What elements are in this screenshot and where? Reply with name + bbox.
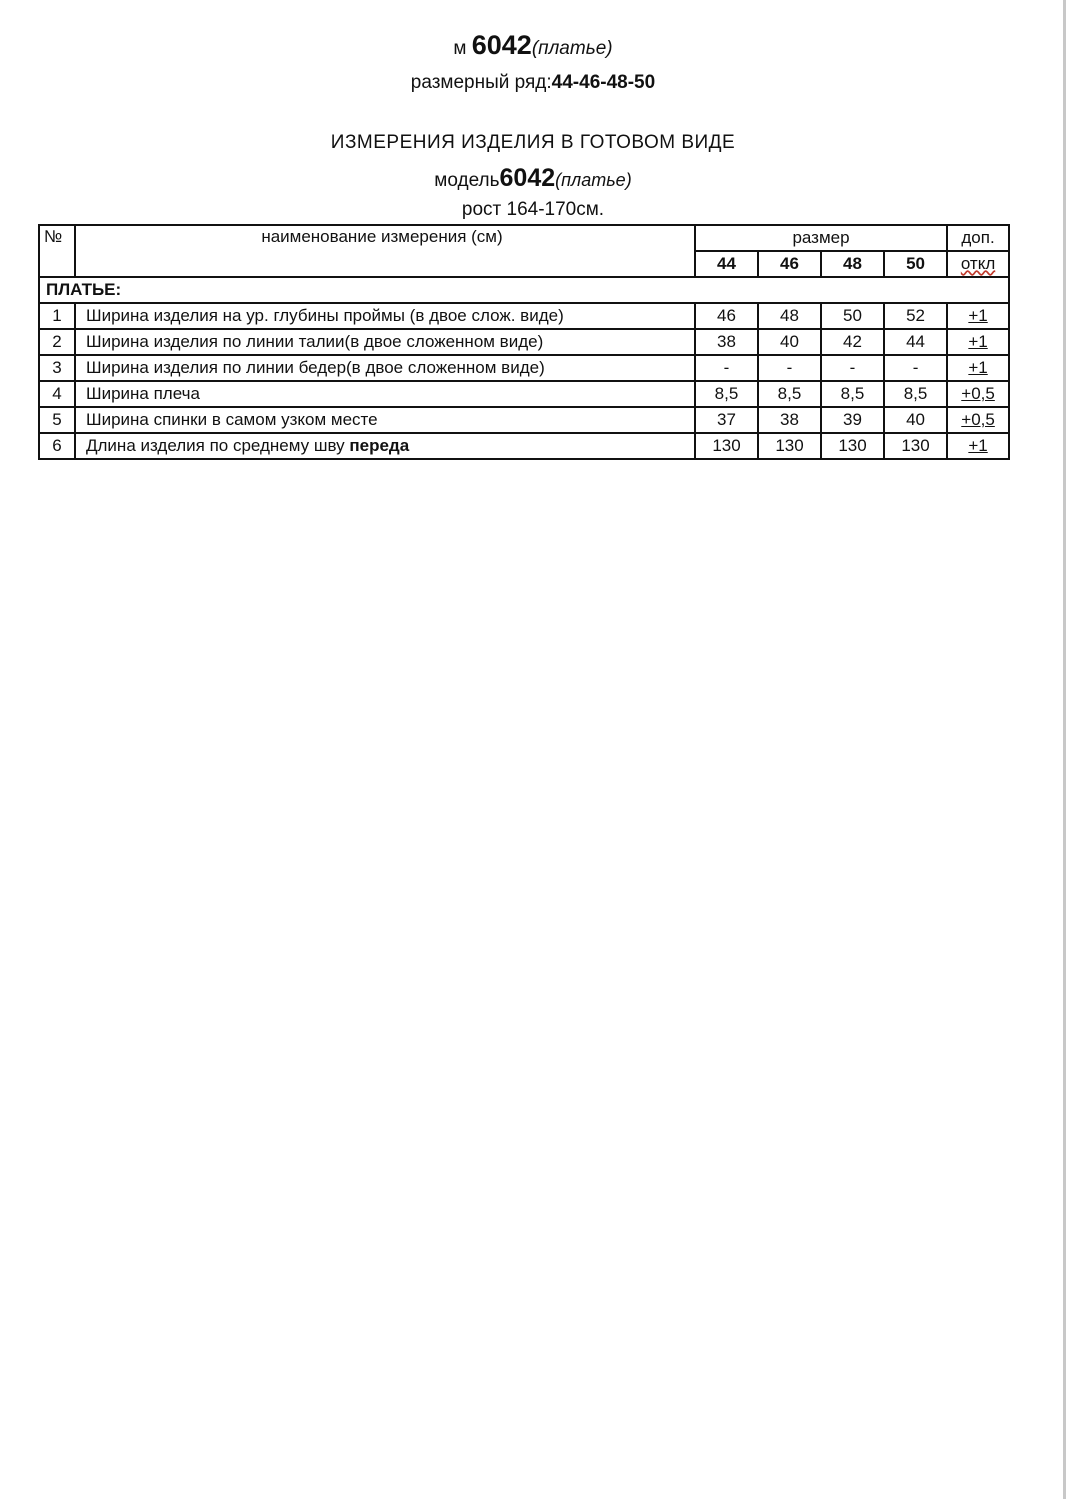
model-subtitle xyxy=(0,164,1066,193)
row-value-size-46: - xyxy=(758,355,821,381)
table-row xyxy=(39,329,1009,355)
table-row xyxy=(39,303,1009,329)
header-size: размер xyxy=(695,225,947,251)
row-value-size-46: 40 xyxy=(758,329,821,355)
header-measurement-name: наименование измерения (см) xyxy=(75,225,695,277)
row-value-size-44: 37 xyxy=(695,407,758,433)
row-tolerance: +0,5 xyxy=(947,381,1009,407)
row-value-size-50: - xyxy=(884,355,947,381)
row-value-size-50: 8,5 xyxy=(884,381,947,407)
size-46: 46 xyxy=(758,251,821,277)
model-prefix: м xyxy=(453,38,467,59)
row-value-size-46: 130 xyxy=(758,433,821,459)
model-number: 6042 xyxy=(471,30,532,60)
row-value-size-50: 52 xyxy=(884,303,947,329)
table-row xyxy=(39,381,1009,407)
document-heading: ИЗМЕРЕНИЯ ИЗДЕЛИЯ В ГОТОВОМ ВИДЕ xyxy=(330,132,736,153)
measurement-table xyxy=(38,224,1010,460)
model2-type: (платье) xyxy=(555,170,632,190)
section-label: ПЛАТЬЕ: xyxy=(39,277,1009,303)
size-range xyxy=(0,72,1066,94)
row-measurement-name: Ширина изделия по линии талии(в двое сложенном виде) xyxy=(75,329,695,355)
table-row xyxy=(39,355,1009,381)
header-number: № xyxy=(39,225,75,277)
model-type: (платье) xyxy=(531,38,613,59)
size-range-value: 44-46-48-50 xyxy=(551,72,656,93)
row-measurement-name: Ширина спинки в самом узком месте xyxy=(75,407,695,433)
row-value-size-50: 130 xyxy=(884,433,947,459)
table-row xyxy=(39,433,1009,459)
row-value-size-48: 39 xyxy=(821,407,884,433)
row-value-size-48: 130 xyxy=(821,433,884,459)
row-tolerance: +1 xyxy=(947,329,1009,355)
table-header-row-1 xyxy=(39,225,1009,251)
row-number: 2 xyxy=(39,329,75,355)
row-measurement-name: Ширина плеча xyxy=(75,381,695,407)
row-value-size-48: - xyxy=(821,355,884,381)
row-number: 3 xyxy=(39,355,75,381)
row-value-size-50: 44 xyxy=(884,329,947,355)
model-title xyxy=(0,30,1066,61)
size-44: 44 xyxy=(695,251,758,277)
row-measurement-name: Длина изделия по среднему шву переда xyxy=(75,433,695,459)
table-row xyxy=(39,407,1009,433)
row-tolerance: +1 xyxy=(947,303,1009,329)
row-number: 4 xyxy=(39,381,75,407)
row-tolerance: +0,5 xyxy=(947,407,1009,433)
row-value-size-46: 8,5 xyxy=(758,381,821,407)
row-value-size-46: 38 xyxy=(758,407,821,433)
row-value-size-44: 38 xyxy=(695,329,758,355)
row-tolerance: +1 xyxy=(947,355,1009,381)
row-measurement-name: Ширина изделия на ур. глубины проймы (в двое слож. виде) xyxy=(75,303,695,329)
row-number: 1 xyxy=(39,303,75,329)
row-value-size-48: 8,5 xyxy=(821,381,884,407)
row-value-size-44: 130 xyxy=(695,433,758,459)
size-range-label: размерный ряд: xyxy=(410,72,552,93)
row-value-size-44: 8,5 xyxy=(695,381,758,407)
header-tolerance-2: откл xyxy=(947,251,1009,277)
size-50: 50 xyxy=(884,251,947,277)
size-48: 48 xyxy=(821,251,884,277)
row-number: 5 xyxy=(39,407,75,433)
row-tolerance: +1 xyxy=(947,433,1009,459)
height-line: рост 164-170см. xyxy=(461,199,605,220)
row-value-size-48: 42 xyxy=(821,329,884,355)
header-tolerance: доп. xyxy=(947,225,1009,251)
row-value-size-44: 46 xyxy=(695,303,758,329)
row-value-size-50: 40 xyxy=(884,407,947,433)
row-measurement-name: Ширина изделия по линии бедер(в двое сложенном виде) xyxy=(75,355,695,381)
row-value-size-48: 50 xyxy=(821,303,884,329)
row-value-size-46: 48 xyxy=(758,303,821,329)
model2-prefix: модель xyxy=(434,170,500,191)
model2-number: 6042 xyxy=(499,164,556,192)
row-value-size-44: - xyxy=(695,355,758,381)
row-number: 6 xyxy=(39,433,75,459)
section-row xyxy=(39,277,1009,303)
